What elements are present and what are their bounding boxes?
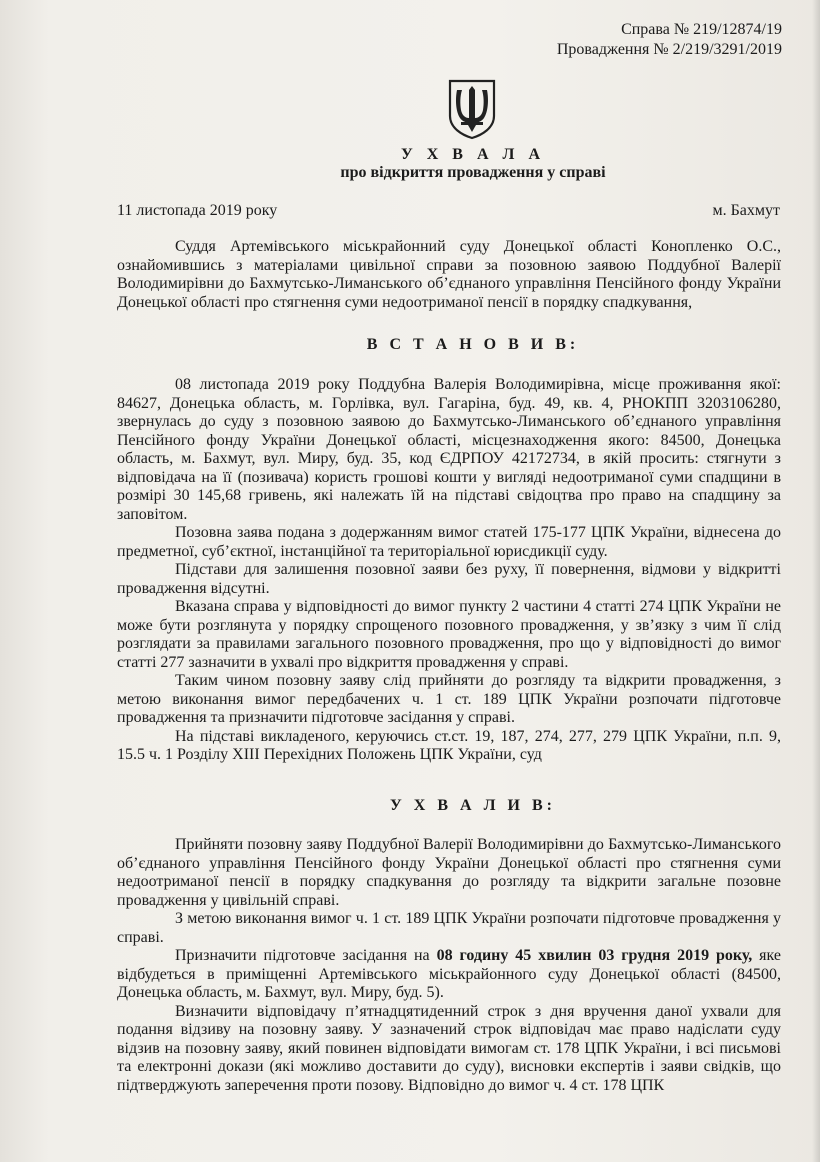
ukraine-trident-icon: [446, 78, 498, 140]
paragraph: На підставі викладеного, керуючись ст.ст. 19, 187, 274, 277, 279 ЦПК України, п.п. 9, 15.5 ч. 1 Розділу XIII Перехідних Положень ЦПК України, суд: [117, 727, 781, 763]
decision-paragraph-hearing: [117, 947, 781, 1003]
decision-paragraph: З метою виконання вимог ч. 1 ст. 189 ЦПК України розпочати підготовче провадження у справі.: [117, 910, 781, 946]
hearing-text-before: Призначити підготовче засідання на: [175, 947, 437, 964]
document-date: 11 листопада 2019 року: [117, 202, 278, 219]
case-reference: [557, 20, 782, 60]
paragraph: Підстави для залишення позовної заяви без руху, її повернення, відмови у відкритті провадження відсутні.: [117, 561, 781, 597]
decision-block: [117, 836, 781, 1095]
section-heading-decided: У Х В А Л И В:: [390, 797, 556, 814]
established-block: [117, 376, 781, 765]
section-heading-established: В С Т А Н О В И В:: [366, 336, 580, 353]
paragraph: Таким чином позовну заяву слід прийняти до розгляду та відкрити провадження, з метою виконання вимог передбачених ч. 1 ст. 189 ЦПК України розпочати підготовче провадження та призначити підготовче засідання у справі.: [117, 672, 781, 726]
hearing-text-after: яке відбудеться в приміщенні Артемівського міськрайонного суду Донецької області (84500, Донецька область, м. Бахмут, вул. Миру, буд. 5).: [117, 947, 781, 1001]
intro-paragraph: Суддя Артемівського міськрайонний суду Донецької області Конопленко О.С., ознайомившись з матеріалами цивільної справи за позовною заявою Поддубної Валерії Володимирівни до Бахмутсько-Лиманського об’єднаного управління Пенсійного фонду України Донецької області про стягнення суми недоотриманої пенсії в порядку спадкування,: [117, 238, 781, 311]
document-subtitle: про відкриття провадження у справі: [340, 164, 606, 181]
proceeding-number: Провадження № 2/219/3291/2019: [556, 41, 782, 58]
paragraph: Вказана справа у відповідності до вимог пункту 2 частини 4 статті 274 ЦПК України не може бути розглянута у порядку спрощеного позовного провадження, у зв’язку з чим її слід розглядати за правилами загального позовного провадження, про що у відповідності до вимог статті 277 зазначити в ухвалі про відкриття провадження у справі.: [117, 598, 781, 671]
decision-paragraph: Прийняти позовну заяву Поддубної Валерії Володимирівни до Бахмутсько-Лиманського об’єднаного управління Пенсійного фонду України Донецької області про стягнення суми недоотриманої пенсії в порядку спадкування до розгляду та відкрити загальне позовне провадження у цивільній справі.: [117, 836, 781, 909]
paragraph: 08 листопада 2019 року Поддубна Валерія Володимирівна, місце проживання якої: 84627, Донецька область, м. Горлівка, вул. Гагаріна, буд. 49, кв. 4, РНОКПП 3203106280, звернулась до суду з позовною заявою до Бахмутсько-Лиманського об’єднаного управління Пенсійного фонду України Донецької області, місцезнаходження якого: 84500, Донецька область, м. Бахмут, вул. Миру, буд. 35, код ЄДРПОУ 42172734, в якій просить: стягнути з відповідача на її (позивача) користь грошові кошти у вигляді недоотриманої суми спадщини в розмірі 30 145,68 гривень, які належать їй на підставі свідоцтва про право на спадщину за заповітом.: [117, 376, 781, 523]
decision-paragraph: Визначити відповідачу п’ятнадцятиденний строк з дня вручення даної ухвали для подання відзиву на позовну заяву. У зазначений строк відповідач має право надіслати суду відзив на позовну заяву, який повинен відповідати вимогам ст. 178 ЦПК України, і всі письмові та електронні докази (які можливо доставити до суду), висновки експертів і заяви свідків, що підтверджують заперечення проти позову. Відповідно до вимог ч. 4 ст. 178 ЦПК: [117, 1002, 781, 1094]
intro-block: [117, 238, 781, 312]
document-title: У Х В А Л А: [401, 146, 545, 163]
case-number: Справа № 219/12874/19: [621, 21, 782, 38]
document-city: м. Бахмут: [712, 202, 780, 219]
paragraph: Позовна заява подана з додержанням вимог статей 175-177 ЦПК України, віднесена до предметної, суб’єктної, інстанційної та територіальної юрисдикції суду.: [117, 524, 781, 560]
hearing-datetime: 08 годину 45 хвилин 03 грудня 2019 року,: [436, 947, 753, 964]
